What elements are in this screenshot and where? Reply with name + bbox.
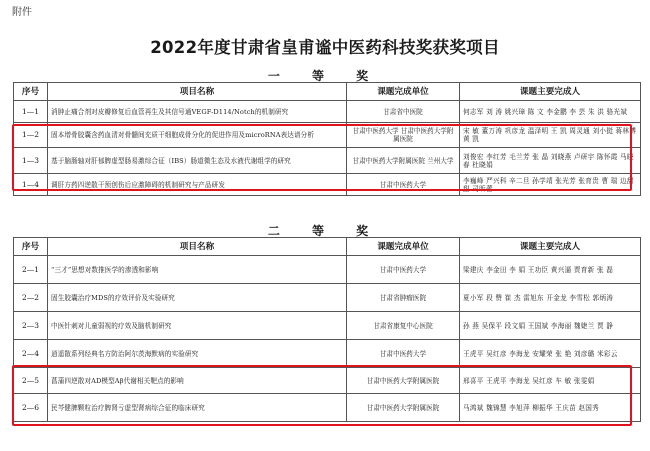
row-number: 2—2 xyxy=(14,284,48,312)
main-members: 刘俊宏 李红芳 毛兰芳 张 晶 刘晓燕 卢研宇 陈怀霞 马晓春 杜晓娟 xyxy=(460,148,641,174)
project-name: 基于脑肠轴对肝郁脾虚型肠易激综合征（IBS）肠道微生态及水液代谢组学的研究 xyxy=(48,148,347,174)
main-members: 夏小军 段 赞 崔 杰 雷旭东 开金龙 李雪松 郭炳涛 xyxy=(460,284,641,312)
main-members: 孙 燕 吴保平 段文娟 王国斌 李海丽 魏婕兰 贾 静 xyxy=(460,312,641,340)
main-members: 宋 敏 董万涛 巩彦龙 温泽明 王 凯 周灵通 刘小挺 蒋林博 黄 凯 xyxy=(460,123,641,148)
completing-unit: 甘肃省康复中心医院 xyxy=(347,312,460,340)
column-header-unit: 课题完成单位 xyxy=(347,238,460,256)
project-name: 民芩健脾颗粒治疗脾肾亏虚型肾病综合征的临床研究 xyxy=(48,394,347,422)
annex-label: 附件 xyxy=(12,7,32,18)
main-members: 马鸿斌 魏锦慧 李旭萍 柳振华 王庆苗 赵国秀 xyxy=(460,394,641,422)
completing-unit: 甘肃中医药大学 xyxy=(347,174,460,196)
column-header-no: 序号 xyxy=(14,83,48,101)
row-number: 2—5 xyxy=(14,368,48,394)
highlight-box-first-prize xyxy=(12,124,632,191)
row-number: 1—1 xyxy=(14,101,48,123)
main-members: 梁建庆 李金田 李 娟 王功臣 黄兴逼 贾育新 张 磊 xyxy=(460,256,641,284)
row-number: 2—4 xyxy=(14,340,48,368)
completing-unit: 甘肃省中医院 xyxy=(347,101,460,123)
row-number: 2—3 xyxy=(14,312,48,340)
highlight-box-second-prize xyxy=(12,365,632,426)
completing-unit: 甘肃中医药大学 xyxy=(347,340,460,368)
document-title: 2022年度甘肃省皇甫谧中医药科技奖获奖项目 xyxy=(150,38,500,57)
project-name: 固本增骨胶囊含药血清对骨髓间充质干细胞成骨分化的促进作用及microRNA表达谱分析 xyxy=(48,123,347,148)
completing-unit: 甘肃中医药大学附属医院 xyxy=(347,368,460,394)
column-header-project: 项目名称 xyxy=(48,83,347,101)
row-number: 1—4 xyxy=(14,174,48,196)
table-header-row xyxy=(14,238,641,256)
row-number: 2—1 xyxy=(14,256,48,284)
table-row xyxy=(14,312,641,340)
project-name: 调肝方药四逆散干预创伤后应激障碍的机制研究与产品研发 xyxy=(48,174,347,196)
completing-unit: 甘肃中医药大学 甘肃中医药大学附属医院 xyxy=(347,123,460,148)
row-number: 1—3 xyxy=(14,148,48,174)
project-name: 逍遥散系列经典名方防治阿尔茨海默病的实验研究 xyxy=(48,340,347,368)
table-header-row xyxy=(14,83,641,101)
row-number: 1—2 xyxy=(14,123,48,148)
completing-unit: 甘肃中医药大学 xyxy=(347,256,460,284)
column-header-no: 序号 xyxy=(14,238,48,256)
row-number: 2—6 xyxy=(14,394,48,422)
table-row xyxy=(14,101,641,123)
table-row xyxy=(14,340,641,368)
completing-unit: 甘肃中医药大学附属医院 兰州大学 xyxy=(347,148,460,174)
completing-unit: 甘肃省肿瘤医院 xyxy=(347,284,460,312)
table-row xyxy=(14,256,641,284)
project-name: “三才”思想对数推医学的渗透和影响 xyxy=(48,256,347,284)
main-members: 王虎平 吴红彦 李海龙 安耀荣 张 艳 刘彦璐 米彩云 xyxy=(460,340,641,368)
project-name: 消肿止痛合剂对皮瓣修复后血管再生及其信号通VEGF-D114/Notch的机制研究 xyxy=(48,101,347,123)
completing-unit: 甘肃中医药大学附属医院 xyxy=(347,394,460,422)
column-header-project: 项目名称 xyxy=(48,238,347,256)
table-row xyxy=(14,284,641,312)
column-header-unit: 课题完成单位 xyxy=(347,83,460,101)
main-members: 何志军 刘 涛 姚兴璋 陈 文 李金鹏 李 芸 朱 洪 骆光斌 xyxy=(460,101,641,123)
second-prize-heading: 二 等 奖 xyxy=(267,224,383,238)
main-members: 李巍峰 严兴科 辛二旦 孙学靖 张光芳 张育贵 曹 瑞 边甜甜 司昕蕾 xyxy=(460,174,641,196)
project-name: 固生胶囊治疗MDS的疗效评价及实验研究 xyxy=(48,284,347,312)
column-header-members: 课题主要完成人 xyxy=(460,238,641,256)
main-members: 邢喜平 王虎平 李海龙 吴红彦 车 敏 张雯娟 xyxy=(460,368,641,394)
first-prize-heading: 一 等 奖 xyxy=(267,69,383,83)
project-name: 中医针刺对儿童弱视的疗效及脑机制研究 xyxy=(48,312,347,340)
column-header-members: 课题主要完成人 xyxy=(460,83,641,101)
project-name: 菖蒲四逆散对AD模型Aβ代谢相关靶点的影响 xyxy=(48,368,347,394)
